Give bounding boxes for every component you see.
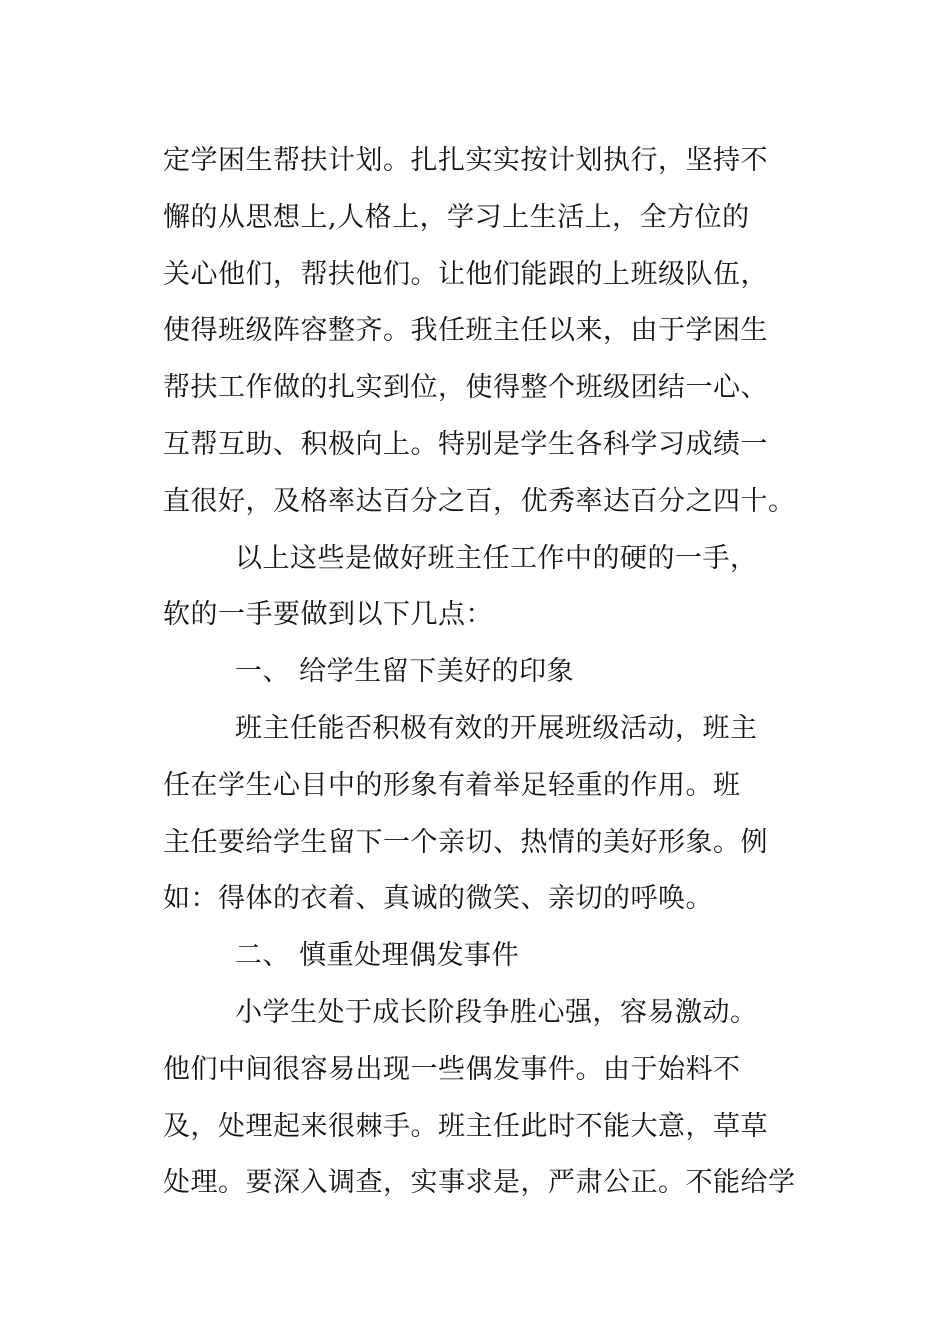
section-heading-one: 一、 给学生留下美好的印象 bbox=[235, 656, 575, 688]
text-line: 直很好，及格率达百分之百，优秀率达百分之四十。 bbox=[163, 485, 796, 517]
text-line: 他们中间很容易出现一些偶发事件。由于始料不 bbox=[163, 1053, 741, 1085]
document-body bbox=[163, 133, 803, 1212]
text-line: 处理。要深入调查，实事求是，严肃公正。不能给学 bbox=[163, 1167, 796, 1199]
text-line: 软的一手要做到以下几点： bbox=[163, 599, 493, 631]
section-heading-two: 二、 慎重处理偶发事件 bbox=[235, 940, 520, 972]
text-line: 使得班级阵容整齐。我任班主任以来，由于学困生 bbox=[163, 315, 768, 347]
paragraph-start-line: 小学生处于成长阶段争胜心强，容易激动。 bbox=[235, 996, 758, 1028]
text-line: 如：得体的衣着、真诚的微笑、亲切的呼唤。 bbox=[163, 883, 713, 915]
paragraph-start-line: 以上这些是做好班主任工作中的硬的一手， bbox=[235, 542, 758, 574]
paragraph-start-line: 班主任能否积极有效的开展班级活动，班主 bbox=[235, 712, 758, 744]
text-line: 任在学生心目中的形象有着举足轻重的作用。班 bbox=[163, 769, 741, 801]
text-line: 定学困生帮扶计划。扎扎实实按计划执行，坚持不 bbox=[163, 145, 768, 176]
text-line: 帮扶工作做的扎实到位，使得整个班级团结一心、 bbox=[163, 372, 768, 404]
text-line: 懈的从思想上,人格上，学习上生活上，全方位的 bbox=[163, 201, 750, 233]
text-line: 主任要给学生留下一个亲切、热情的美好形象。例 bbox=[163, 826, 768, 858]
text-line: 及，处理起来很棘手。班主任此时不能大意，草草 bbox=[163, 1110, 768, 1142]
text-line: 互帮互助、积极向上。特别是学生各科学习成绩一 bbox=[163, 428, 768, 460]
text-line: 关心他们，帮扶他们。让他们能跟的上班级队伍， bbox=[163, 258, 768, 290]
